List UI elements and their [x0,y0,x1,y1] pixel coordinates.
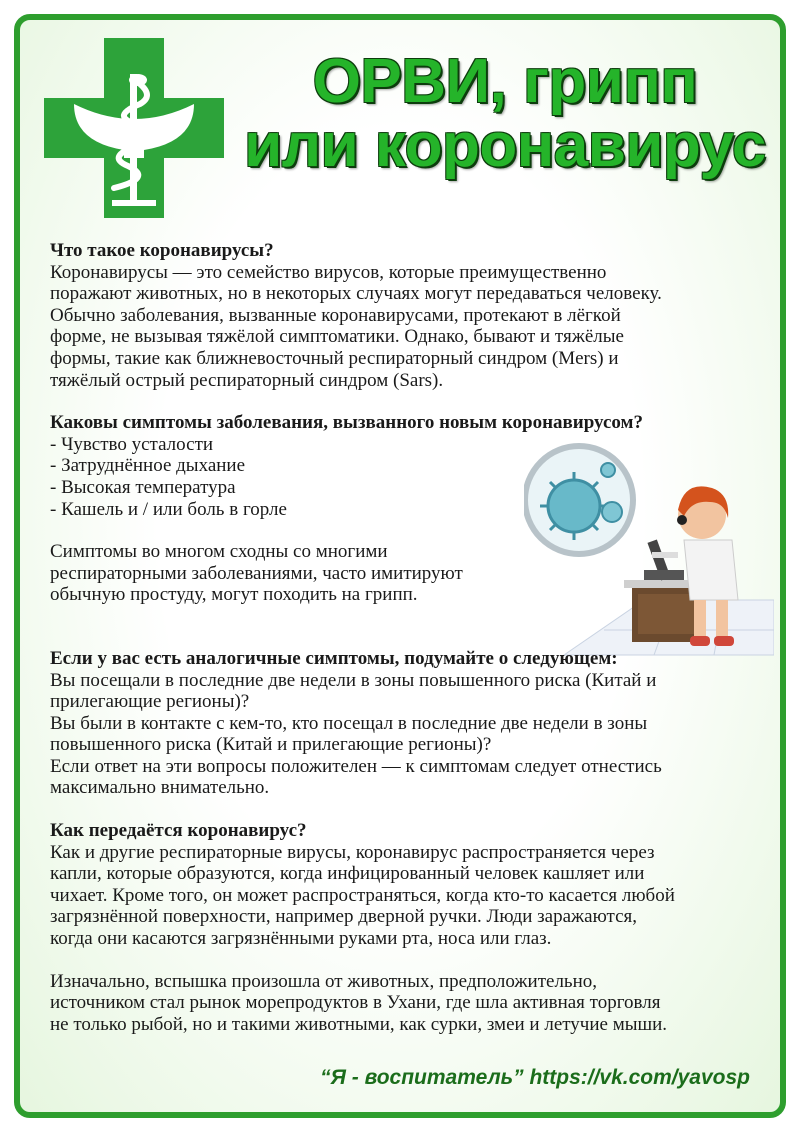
poster-frame [14,14,786,1118]
text-line: респираторными заболеваниями, часто имитируют [50,562,463,584]
text-line: капли, которые образуются, когда инфицированный человек кашляет или [50,863,645,885]
text-line: когда они касаются загрязнёнными руками рта, носа или глаз. [50,928,552,950]
text-line: форме, не вызывая тяжёлой симптоматики. Однако, бывают и тяжёлые [50,326,624,348]
text-line: Вы были в контакте с кем-то, кто посещал в последние две недели в зоны [50,712,648,734]
text-line: не только рыбой, но и такими животными, как сурки, змеи и летучие мыши. [50,1013,668,1035]
text-line: прилегающие регионы)? [50,691,250,713]
title-line-1: ОРВИ, грипп [312,47,698,116]
page-title [235,47,775,180]
text-line: обычную простуду, могут походить на грипп. [50,584,418,606]
text-line: поражают животных, но в некоторых случаях могут передаваться человеку. [50,283,662,305]
section-heading-ifsymptoms: Если у вас есть аналогичные симптомы, подумайте о следующем: [50,647,618,669]
pharmacy-cross-snake-bowl-icon [44,38,224,218]
symptom-item: - Затруднённое дыхание [50,455,246,477]
symptom-item: - Высокая температура [50,476,236,498]
symptom-item: - Чувство усталости [50,433,214,455]
text-line: Если ответ на эти вопросы положителен — к симптомам следует отнестись [50,755,662,777]
footer-credit: “Я - воспитатель” https://vk.com/yavosp [320,1066,750,1089]
text-line: загрязнённой поверхности, например дверной ручки. Люди заражаются, [50,906,638,928]
text-line: Симптомы во многом сходны со многими [50,541,388,563]
text-line: Как и другие респираторные вирусы, коронавирус распространяется через [50,841,655,863]
section-heading-symptoms: Каковы симптомы заболевания, вызванного новым коронавирусом? [50,412,643,434]
text-line: повышенного риска (Китай и прилегающие регионы)? [50,734,492,756]
text-line: тяжёлый острый респираторный синдром (Sars). [50,369,444,391]
article-body [50,240,780,1035]
text-line: Коронавирусы — это семейство вирусов, которые преимущественно [50,261,607,283]
symptom-item: - Кашель и / или боль в горле [50,498,287,520]
section-heading-what: Что такое коронавирусы? [50,240,274,261]
text-line: Вы посещали в последние две недели в зоны повышенного риска (Китай и [50,669,657,691]
text-line: чихает. Кроме того, он может распространяться, когда кто-то касается любой [50,884,675,906]
text-line: Изначально, вспышка произошла от животных, предположительно, [50,970,598,992]
text-line: максимально внимательно. [50,777,270,799]
title-line-2: или коронавирус [244,111,766,180]
text-line: формы, такие как ближневосточный респираторный синдром (Mers) и [50,347,619,369]
section-heading-transmission: Как передаётся коронавирус? [50,820,307,842]
text-line: источником стал рынок морепродуктов в Ухани, где шла активная торговля [50,992,661,1014]
text-line: Обычно заболевания, вызванные коронавирусами, протекают в лёгкой [50,304,621,326]
